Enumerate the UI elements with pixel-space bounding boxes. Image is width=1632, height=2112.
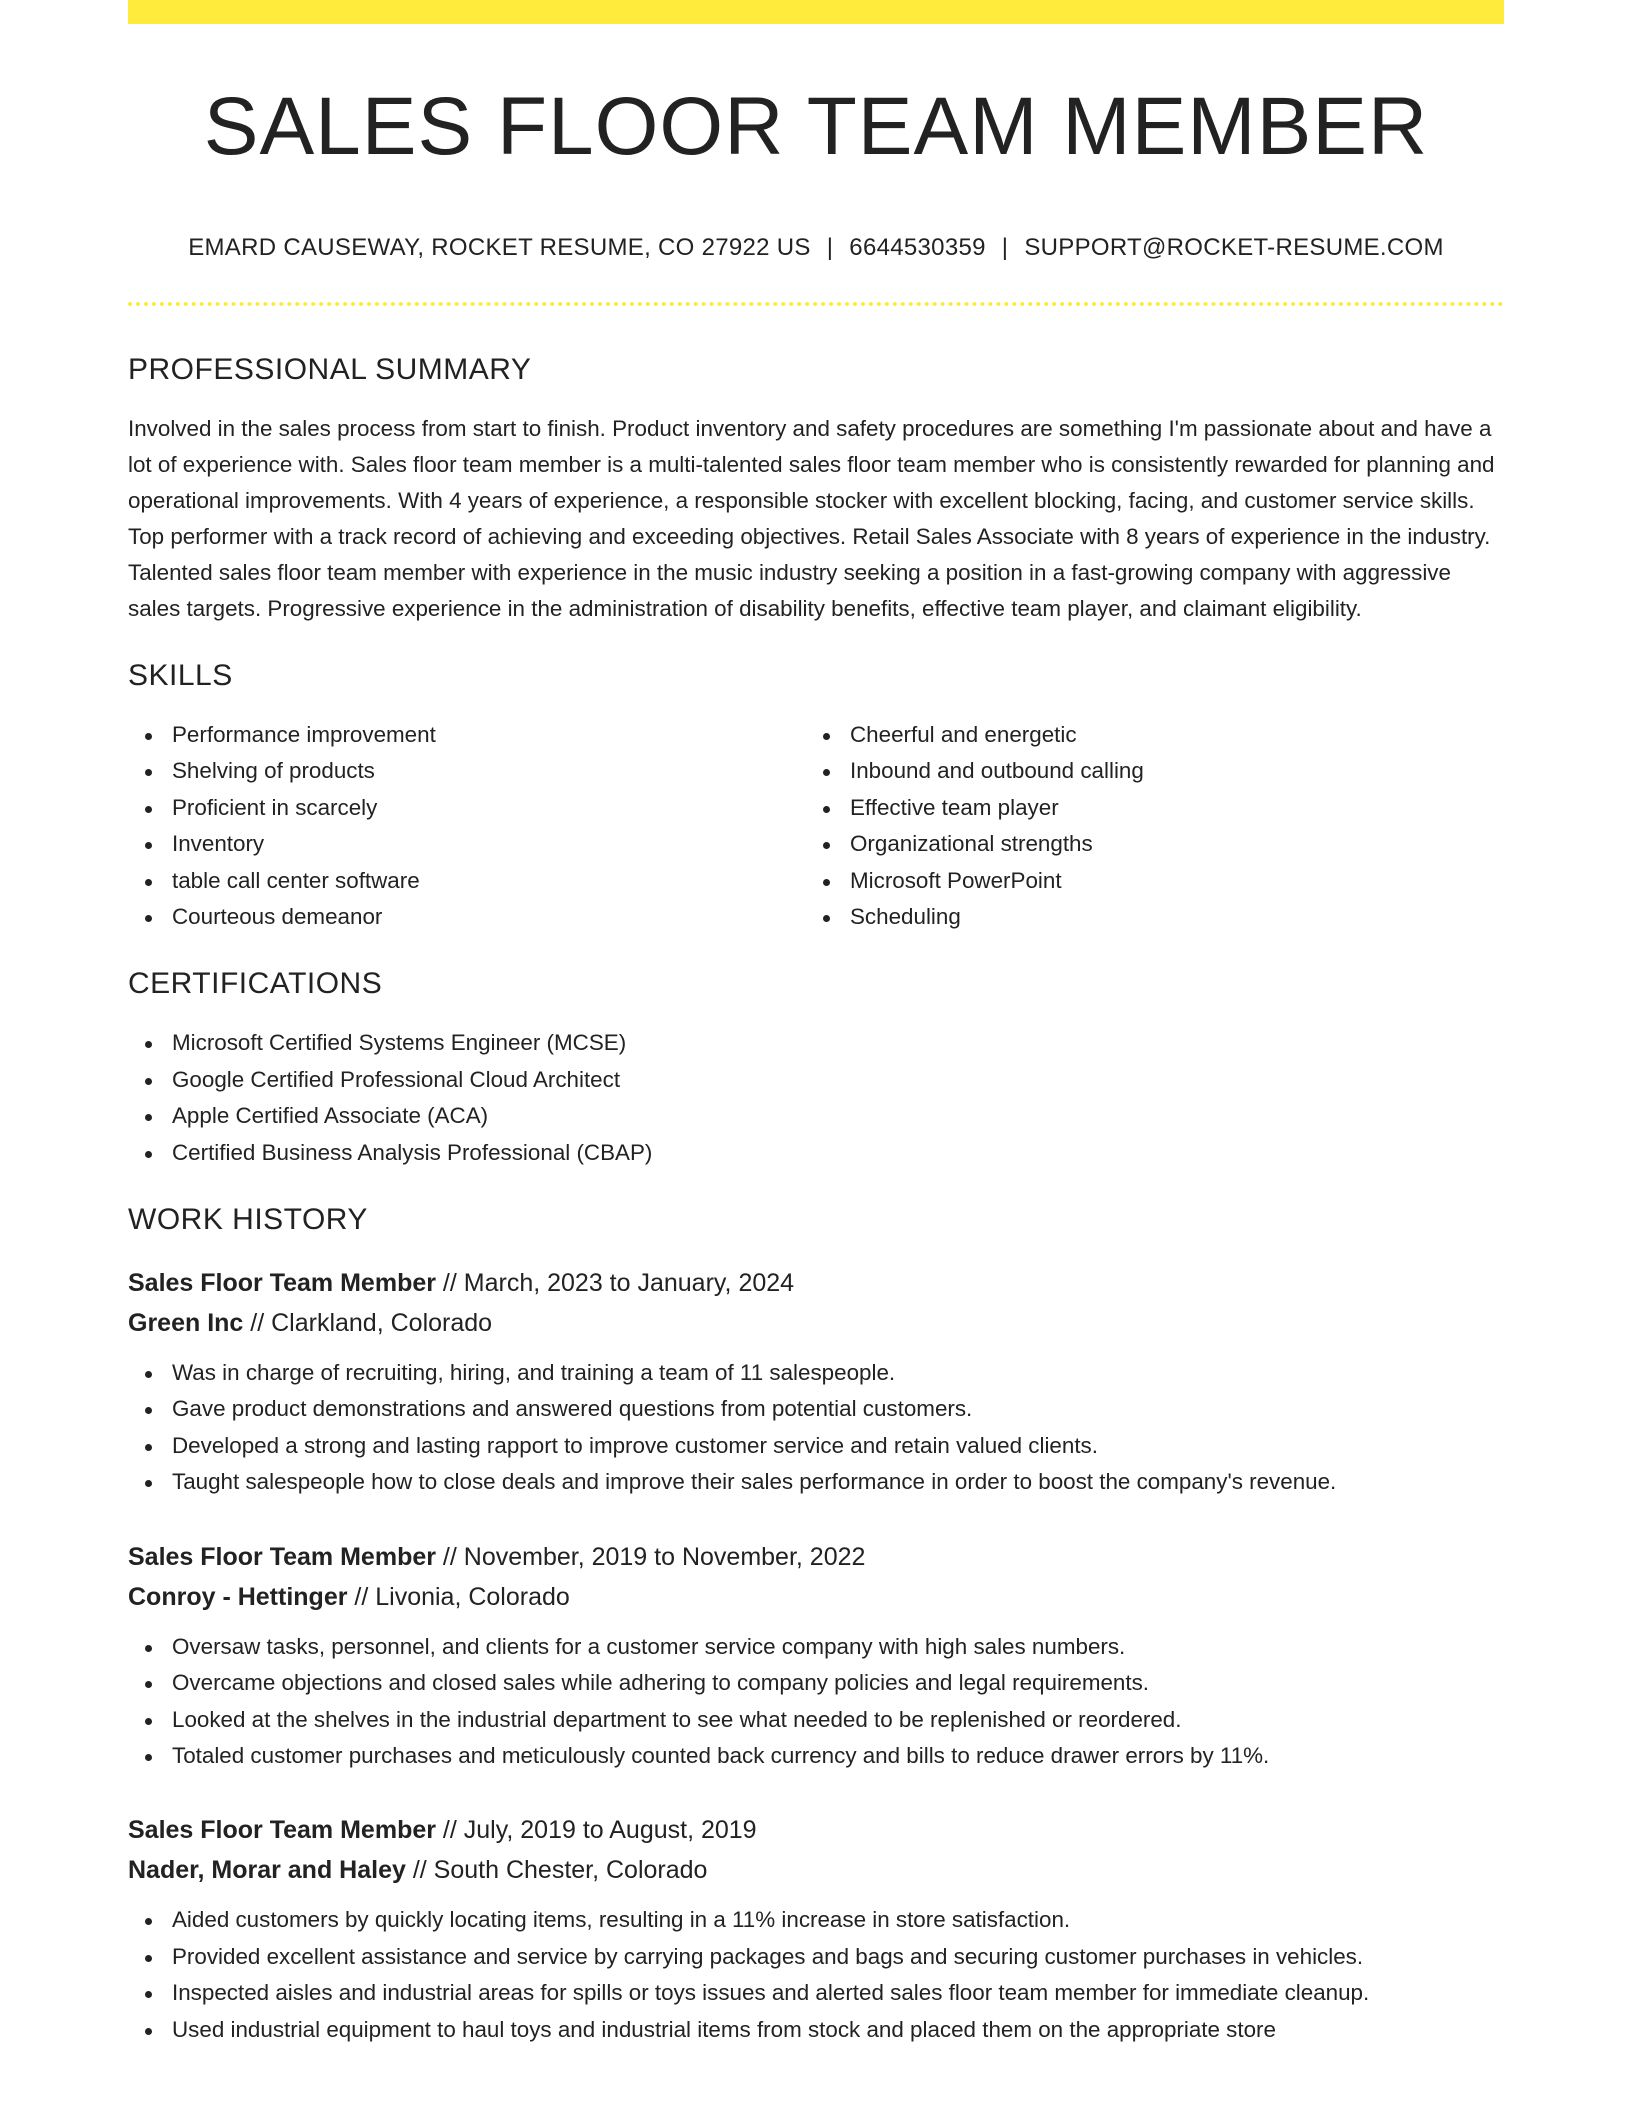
job-bullet: Used industrial equipment to haul toys and industrial items from stock and placed them on the appropriate store [128, 2012, 1504, 2048]
job-entry [128, 1263, 1504, 1501]
section-title-certifications: CERTIFICATIONS [128, 967, 383, 1001]
job-location: // Livonia, Colorado [347, 1582, 570, 1611]
job-bullet: Inspected aisles and industrial areas for spills or toys issues and alerted sales floor team member for immediate cleanup. [128, 1975, 1504, 2011]
job-bullet: Totaled customer purchases and meticulously counted back currency and bills to reduce drawer errors by 11%. [128, 1738, 1504, 1774]
skill-item: Performance improvement [128, 717, 806, 753]
job-role-line [128, 1810, 1504, 1850]
job-dates: // November, 2019 to November, 2022 [435, 1542, 866, 1571]
certification-item: Certified Business Analysis Professional (CBAP) [128, 1135, 1504, 1171]
skill-item: Proficient in scarcely [128, 790, 806, 826]
job-bullet: Gave product demonstrations and answered questions from potential customers. [128, 1391, 1504, 1427]
job-company-line [128, 1303, 1504, 1343]
job-company-line [128, 1850, 1504, 1890]
contact-separator: | [826, 234, 834, 261]
job-company: Green Inc [128, 1309, 244, 1338]
skills-list [128, 717, 1504, 935]
certification-item: Microsoft Certified Systems Engineer (MCSE) [128, 1025, 1504, 1061]
dotted-divider [128, 302, 1504, 306]
job-dates: // July, 2019 to August, 2019 [435, 1816, 757, 1845]
job-company-line [128, 1577, 1504, 1617]
skills-column-left [128, 717, 806, 935]
job-company: Nader, Morar and Haley [128, 1856, 406, 1885]
section-title-skills: SKILLS [128, 659, 233, 692]
skill-item: Scheduling [806, 899, 1484, 935]
job-role: Sales Floor Team Member [128, 1269, 436, 1298]
contact-phone: 6644530359 [849, 234, 986, 261]
job-bullets [128, 1902, 1504, 2048]
summary-text: Involved in the sales process from start to finish. Product inventory and safety procedures are something I'm passionate about and have a lot of experience with. Sales floor team member is a multi-talented sales floor team member who is consistently rewarded for planning and operational improvements. With 4 years of experience, a responsible stocker with excellent blocking, facing, and customer service skills. Top performer with a track record of achieving and exceeding objectives. Retail Sales Associate with 8 years of experience in the industry. Talented sales floor team member with experience in the music industry seeking a position in a fast-growing company with aggressive sales targets. Progressive experience in the administration of disability benefits, effective team player, and claimant eligibility. [128, 416, 1495, 621]
section-title-work-history: WORK HISTORY [128, 1203, 368, 1237]
job-role-line [128, 1263, 1504, 1303]
skill-item: Shelving of products [128, 753, 806, 789]
resume-title: SALES FLOOR TEAM MEMBER [203, 81, 1429, 172]
contact-separator: | [1001, 234, 1009, 261]
contact-line [128, 234, 1504, 262]
job-role: Sales Floor Team Member [128, 1542, 436, 1571]
certification-item: Apple Certified Associate (ACA) [128, 1098, 1504, 1134]
contact-email: SUPPORT@ROCKET-RESUME.COM [1024, 234, 1444, 261]
skill-item: Cheerful and energetic [806, 717, 1484, 753]
contact-address: EMARD CAUSEWAY, ROCKET RESUME, CO 27922 US [188, 234, 811, 261]
job-bullet: Provided excellent assistance and service by carrying packages and bags and securing customer purchases in vehicles. [128, 1939, 1504, 1975]
job-entry [128, 1810, 1504, 2048]
skill-item: Inbound and outbound calling [806, 753, 1484, 789]
skill-item: Inventory [128, 826, 806, 862]
skill-item: Courteous demeanor [128, 899, 806, 935]
job-location: // South Chester, Colorado [405, 1856, 708, 1885]
certifications-list [128, 1025, 1504, 1171]
job-bullet: Developed a strong and lasting rapport to improve customer service and retain valued clients. [128, 1428, 1504, 1464]
job-entry [128, 1537, 1504, 1775]
job-bullet: Oversaw tasks, personnel, and clients for a customer service company with high sales numbers. [128, 1629, 1504, 1665]
job-bullets [128, 1355, 1504, 1501]
accent-bar [128, 0, 1504, 24]
job-bullet: Aided customers by quickly locating items, resulting in a 11% increase in store satisfaction. [128, 1902, 1504, 1938]
certification-item: Google Certified Professional Cloud Architect [128, 1062, 1504, 1098]
skills-column-right [806, 717, 1484, 935]
section-title-summary: PROFESSIONAL SUMMARY [128, 353, 532, 386]
job-location: // Clarkland, Colorado [243, 1309, 493, 1338]
job-bullet: Was in charge of recruiting, hiring, and training a team of 11 salespeople. [128, 1355, 1504, 1391]
skill-item: Microsoft PowerPoint [806, 863, 1484, 899]
job-bullet: Looked at the shelves in the industrial department to see what needed to be replenished or reordered. [128, 1702, 1504, 1738]
skill-item: Organizational strengths [806, 826, 1484, 862]
skill-item: Effective team player [806, 790, 1484, 826]
skill-item: table call center software [128, 863, 806, 899]
job-role: Sales Floor Team Member [128, 1816, 436, 1845]
job-bullet: Overcame objections and closed sales while adhering to company policies and legal requirements. [128, 1665, 1504, 1701]
job-company: Conroy - Hettinger [128, 1582, 348, 1611]
job-bullet: Taught salespeople how to close deals and improve their sales performance in order to boost the company's revenue. [128, 1464, 1504, 1500]
resume-page [128, 0, 1504, 2048]
job-bullets [128, 1629, 1504, 1775]
job-dates: // March, 2023 to January, 2024 [435, 1269, 795, 1298]
job-role-line [128, 1537, 1504, 1577]
